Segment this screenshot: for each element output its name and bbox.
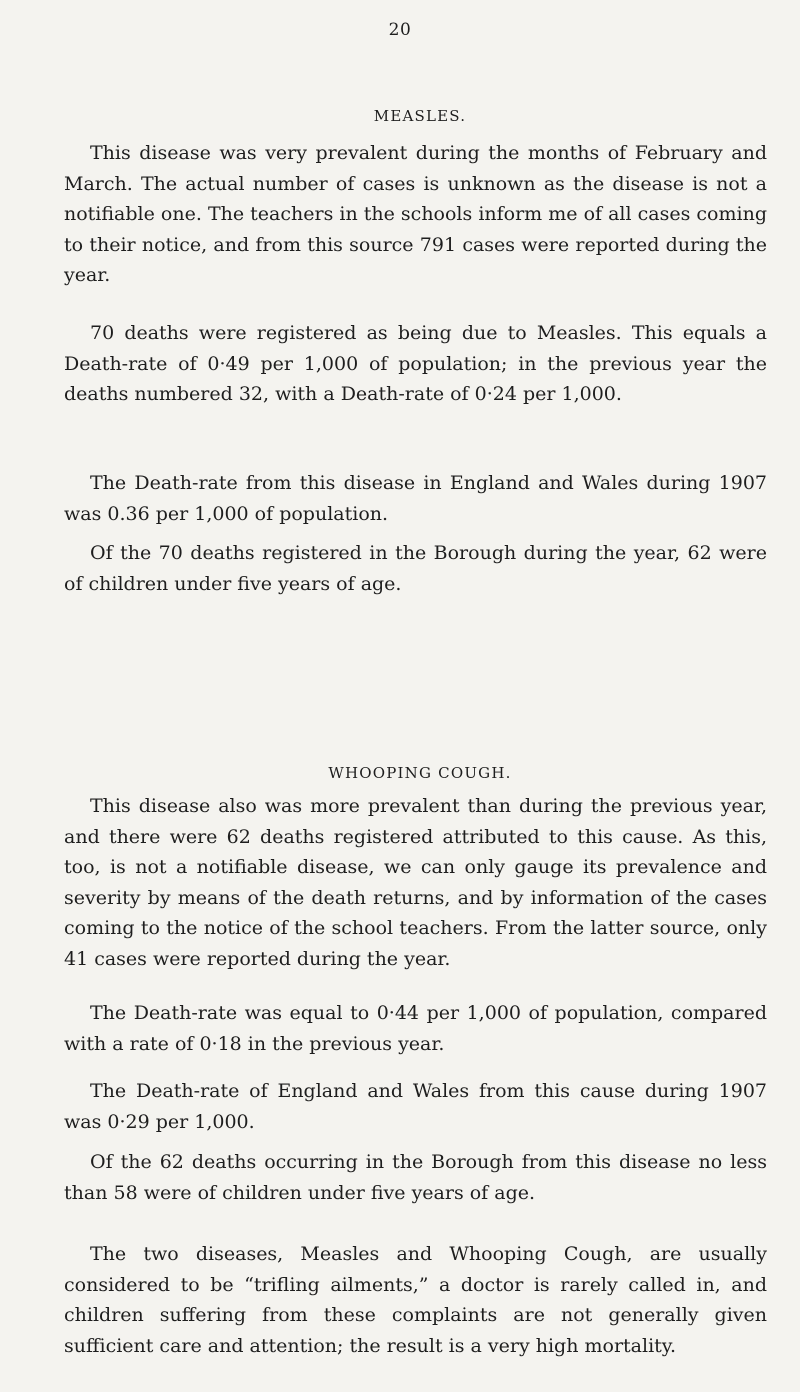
whooping-cough-paragraph-children: Of the 62 deaths occurring in the Borough from this disease no less than 58 were of children under five years of age. bbox=[64, 1151, 767, 1204]
section-heading-whooping-cough: WHOOPING COUGH. bbox=[328, 764, 512, 782]
closing-paragraph-mortality: The two diseases, Measles and Whooping Cough, are usually considered to be “trifling ailments,” a doctor is rarely called in, and children suffering from these complaints are not generally given sufficient care and attention; the result is a very high mortality. bbox=[64, 1243, 767, 1357]
measles-paragraph-national-rate: The Death-rate from this disease in England and Wales during 1907 was 0.36 per 1,000 of population. bbox=[64, 472, 767, 525]
whooping-cough-paragraph-death-rate: The Death-rate was equal to 0·44 per 1,000 of population, compared with a rate of 0·18 in the previous year. bbox=[64, 1002, 767, 1055]
measles-paragraph-deaths: 70 deaths were registered as being due to Measles. This equals a Death-rate of 0·49 per 1,000 of population; in the previous year the deaths numbered 32, with a Death-rate of 0·24 per 1,000. bbox=[64, 322, 767, 405]
measles-paragraph-prevalence: This disease was very prevalent during the months of February and March. The actual number of cases is unknown as the disease is not a notifiable one. The teachers in the schools inform me of all cases coming to their notice, and from this source 791 cases were reported during the year. bbox=[64, 142, 767, 286]
section-heading-measles: MEASLES. bbox=[373, 107, 467, 125]
page-number: 20 bbox=[388, 20, 412, 40]
measles-paragraph-children: Of the 70 deaths registered in the Borough during the year, 62 were of children under five years of age. bbox=[64, 542, 767, 595]
whooping-cough-paragraph-prevalence: This disease also was more prevalent than during the previous year, and there were 62 deaths registered attributed to this cause. As this, too, is not a notifiable disease, we can only gauge its prevalence and severity by means of the death returns, and by information of the cases coming to the notice of the school teachers. From the latter source, only 41 cases were reported during the year. bbox=[64, 795, 767, 970]
whooping-cough-paragraph-national-rate: The Death-rate of England and Wales from this cause during 1907 was 0·29 per 1,000. bbox=[64, 1080, 767, 1133]
